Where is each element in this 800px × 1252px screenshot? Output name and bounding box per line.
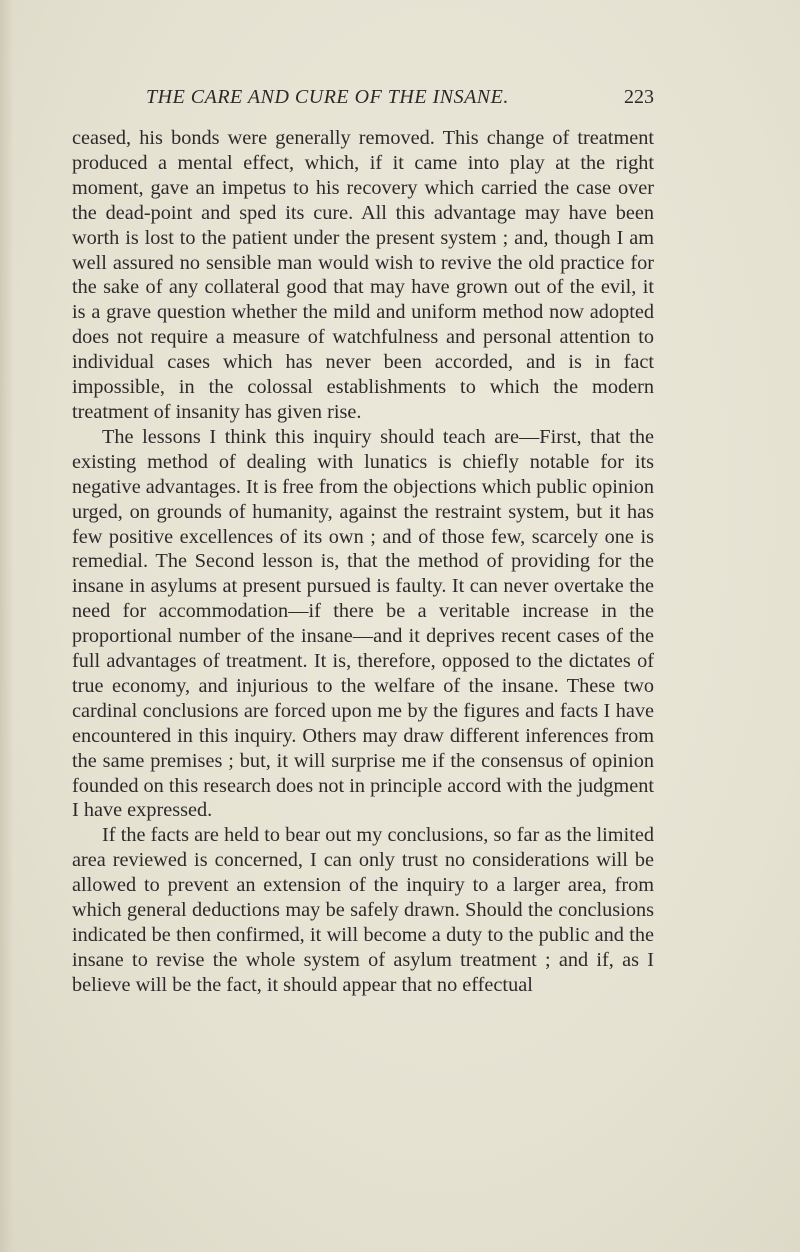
page-gutter <box>0 0 14 1252</box>
paragraph-3: If the facts are held to bear out my conclusions, so far as the limited area reviewed is concerned, I can only trust no considerations will be allowed to prevent an extension of the inquiry to a larger area, from which general deductions may be safely drawn. Should the conclusions indicated be then confirmed, it will become a duty to the public and the insane to revise the whole system of asylum treatment ; and if, as I believe will be the fact, it should appear that no effectual <box>72 824 654 996</box>
body-text <box>72 126 654 998</box>
paragraph-1: ceased, his bonds were generally removed. This change of treatment produced a mental effect, which, if it came into play at the right moment, gave an impetus to his recovery which carried the case over the dead-point and sped its cure. All this advantage may have been worth is lost to the patient under the present system ; and, though I am well assured no sensible man would wish to revive the old practice for the sake of any collateral good that may have grown out of the evil, it is a grave question whether the mild and uniform method now adopted does not require a measure of watchfulness and personal attention to individual cases which has never been accorded, and is in fact impossible, in the colossal establishments to which the modern treatment of insanity has given rise. <box>72 127 654 423</box>
page-header <box>72 86 654 114</box>
running-title: THE CARE AND CURE OF THE INSANE. <box>146 86 509 108</box>
page-number: 223 <box>624 86 654 108</box>
paragraph-2: The lessons I think this inquiry should teach are—First, that the existing method of dealing with lunatics is chiefly notable for its negative advantages. It is free from the objections which public opinion urged, on grounds of humanity, against the restraint system, but it has few positive excellences of its own ; and of those few, scarcely one is remedial. The Second lesson is, that the method of providing for the insane in asylums at present pursued is faulty. It can never overtake the need for accommodation—if there be a veritable increase in the proportional number of the insane—and it deprives recent cases of the full advantages of treatment. It is, therefore, opposed to the dictates of true economy, and injurious to the welfare of the insane. These two cardinal conclusions are forced upon me by the figures and facts I have encountered in this inquiry. Others may draw different inferences from the same premises ; but, it will surprise me if the consensus of opinion founded on this research does not in principle accord with the judgment I have expressed. <box>72 425 654 822</box>
